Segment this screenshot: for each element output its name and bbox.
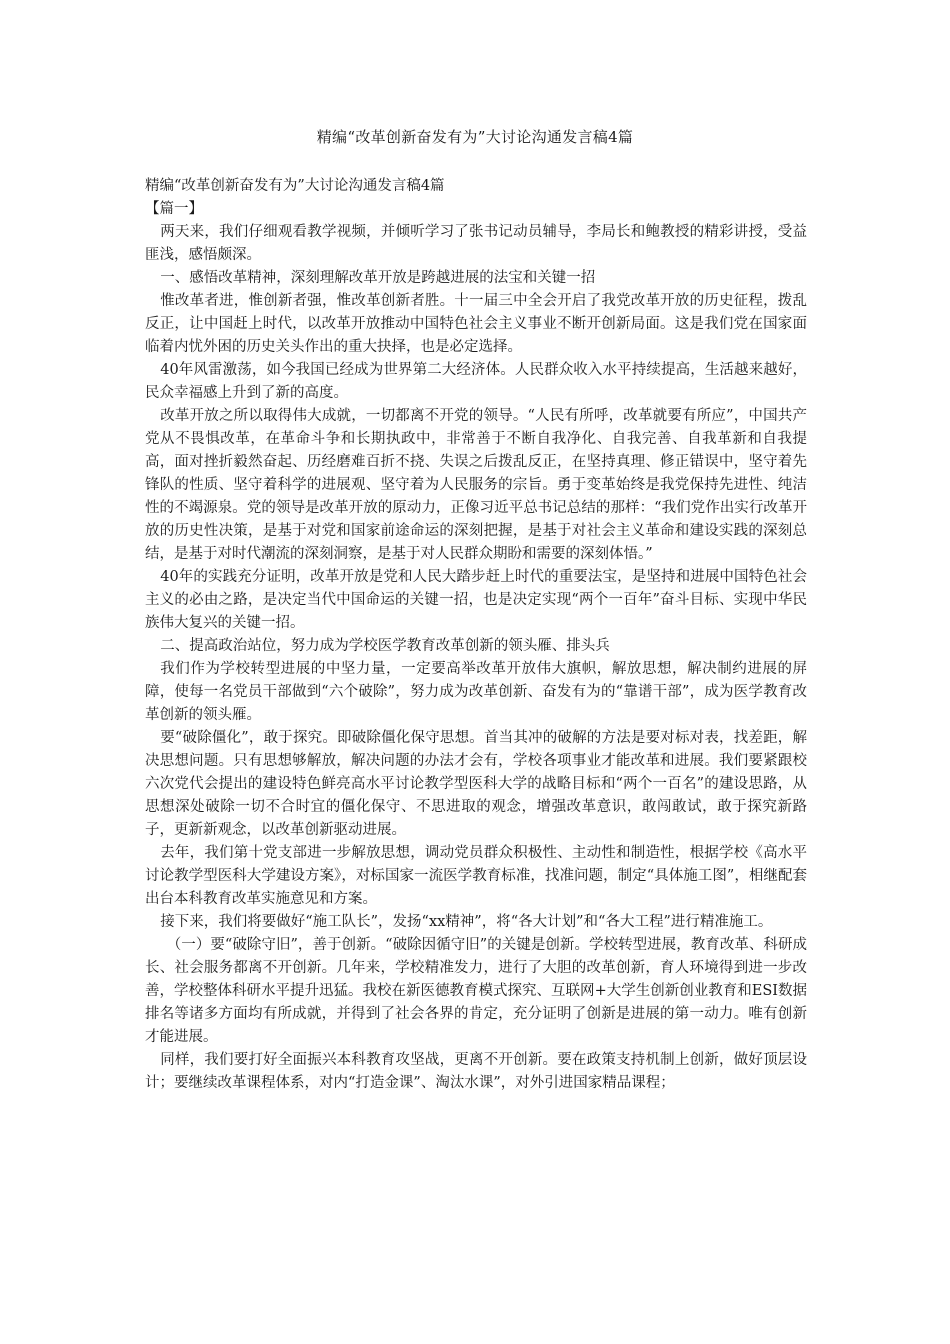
paragraph: 我们作为学校转型进展的中坚力量，一定要高举改革开放伟大旗帜，解放思想，解决制约进展的屏障，使每一名党员干部做到“六个破除”，努力成为改革创新、奋发有为的“靠谱干部”，成为医学教育改革创新的领头雁。	[145, 661, 807, 723]
document-body	[145, 175, 807, 1095]
section-heading: 二、提高政治站位，努力成为学校医学教育改革创新的领头雁、排头兵	[160, 638, 610, 654]
paragraph: 40年的实践充分证明，改革开放是党和人民大踏步赶上时代的重要法宝，是坚持和进展中国特色社会主义的必由之路，是决定当代中国命运的关键一招，也是决定实现“两个一百年”奋斗目标、实现中华民族伟大复兴的关键一招。	[145, 569, 807, 631]
paragraph: 改革开放之所以取得伟大成就，一切都离不开党的领导。“人民有所呼，改革就要有所应”，中国共产党从不畏惧改革，在革命斗争和长期执政中，非常善于不断自我净化、自我完善、自我革新和自我提高，面对挫折毅然奋起、历经磨难百折不挠、失误之后拨乱反正，在坚持真理、修正错误中，坚守着先锋队的性质、坚守着科学的进展观、坚守着为人民服务的宗旨。勇于变革始终是我党保持先进性、纯洁性的不竭源泉。党的领导是改革开放的原动力，正像习近平总书记总结的那样：“我们党作出实行改革开放的历史性决策，是基于对党和国家前途命运的深刻把握，是基于对社会主义革命和建设实践的深刻总结，是基于对时代潮流的深刻洞察，是基于对人民群众期盼和需要的深刻体悟。”	[145, 408, 807, 562]
section-heading: 【篇一】	[145, 201, 203, 217]
paragraph: 40年风雷激荡，如今我国已经成为世界第二大经济体。人民群众收入水平持续提高，生活越来越好，民众幸福感上升到了新的高度。	[145, 362, 807, 401]
paragraph: 去年，我们第十党支部进一步解放思想，调动党员群众积极性、主动性和制造性，根据学校《高水平讨论教学型医科大学建设方案》，对标国家一流医学教育标准，找准问题，制定“具体施工图”，相继配套出台本科教育改革实施意见和方案。	[145, 845, 807, 907]
paragraph: 同样，我们要打好全面振兴本科教育攻坚战，更离不开创新。要在政策支持机制上创新，做好顶层设计；要继续改革课程体系，对内“打造金课”、淘汰水课”，对外引进国家精品课程；	[145, 1052, 807, 1091]
paragraph: 两天来，我们仔细观看教学视频，并倾听学习了张书记动员辅导，李局长和鲍教授的精彩讲授，受益匪浅，感悟颇深。	[145, 224, 807, 263]
paragraph: 精编“改革创新奋发有为”大讨论沟通发言稿4篇	[145, 178, 445, 194]
paragraph: 接下来，我们将要做好“施工队长”，发扬“xx精神”，将“各大计划”和“各大工程”进行精准施工。	[160, 914, 773, 930]
page-title: 精编“改革创新奋发有为”大讨论沟通发言稿4篇	[316, 128, 634, 146]
paragraph: （一）要“破除守旧”，善于创新。“破除因循守旧”的关键是创新。学校转型进展，教育改革、科研成长、社会服务都离不开创新。几年来，学校精准发力，进行了大胆的改革创新，育人环境得到进一步改善，学校整体科研水平提升迅猛。我校在新医德教育模式探究、互联网+大学生创新创业教育和ESI数据排名等诸多方面均有所成就，并得到了社会各界的肯定，充分证明了创新是进展的第一动力。唯有创新才能进展。	[145, 937, 807, 1045]
paragraph: 要“破除僵化”，敢于探究。即破除僵化保守思想。首当其冲的破解的方法是要对标对表，找差距，解决思想问题。只有思想够解放，解决问题的办法才会有，学校各项事业才能改革和进展。我们要紧跟校六次党代会提出的建设特色鲜亮高水平讨论教学型医科大学的战略目标和“两个一百名”的建设思路，从思想深处破除一切不合时宜的僵化保守、不思进取的观念，增强改革意识，敢闯敢试，敢于探究新路子，更新新观念，以改革创新驱动进展。	[145, 730, 807, 838]
section-heading: 一、感悟改革精神，深刻理解改革开放是跨越进展的法宝和关键一招	[160, 270, 596, 286]
paragraph: 惟改革者进，惟创新者强，惟改革创新者胜。十一届三中全会开启了我党改革开放的历史征程，拨乱反正，让中国赶上时代，以改革开放推动中国特色社会主义事业不断开创新局面。这是我们党在国家面临着内忧外困的历史关头作出的重大抉择，也是必定选择。	[145, 293, 807, 355]
